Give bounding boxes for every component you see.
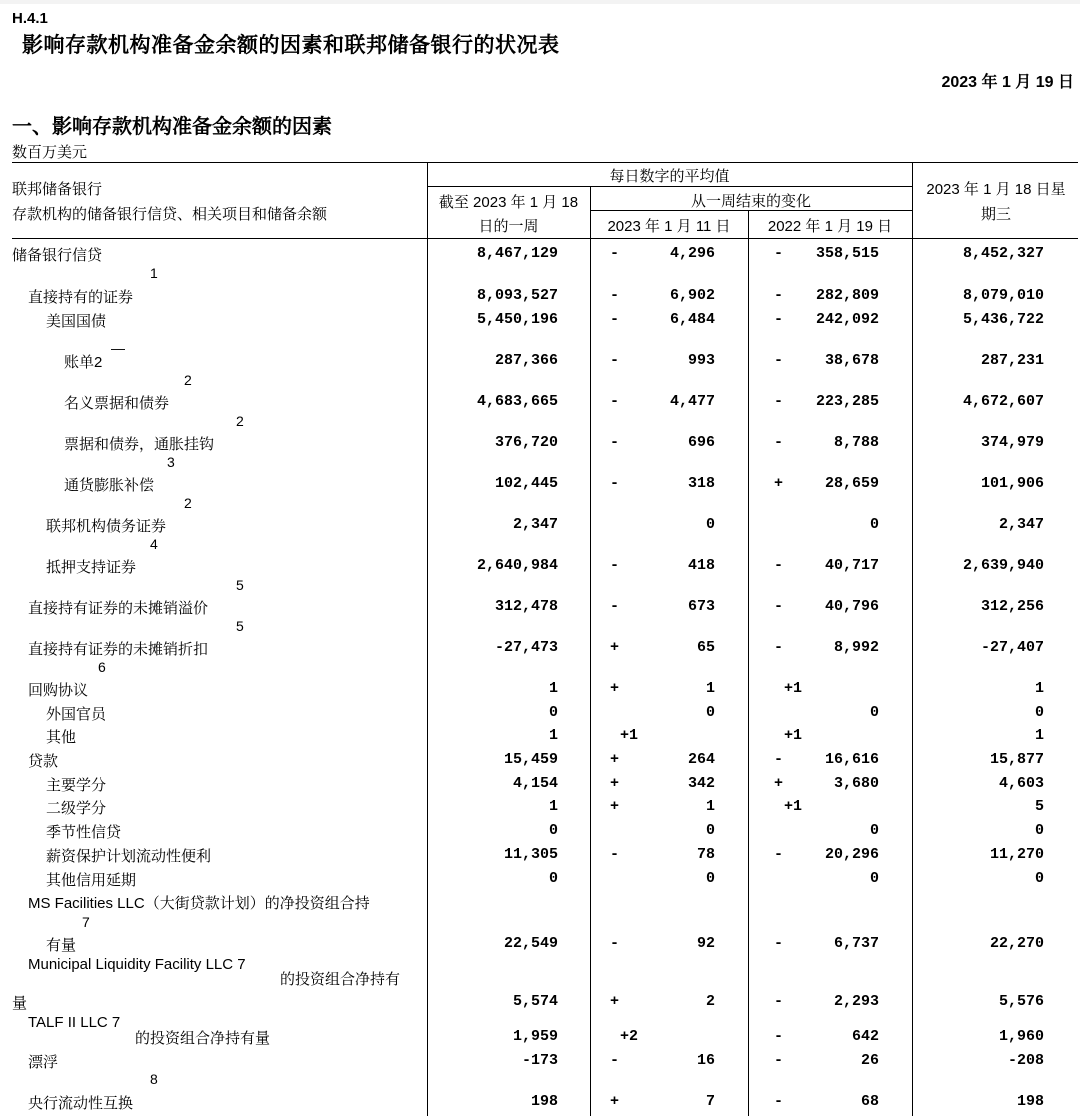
change-sign: - (610, 245, 620, 262)
avg-group-rule (427, 186, 912, 187)
week-average-value: 1 (548, 798, 558, 815)
row-label: 直接持有的证券 (28, 289, 134, 306)
change-year-value: 223,285 (815, 393, 879, 410)
change-sign: - (774, 846, 784, 863)
row-label: 名义票据和债券 (64, 395, 170, 412)
change-sign: - (610, 846, 620, 863)
row-label: 外国官员 (46, 706, 107, 723)
change-week-value: 993 (687, 352, 715, 369)
change-week-value: 1 (705, 680, 715, 697)
week-average-value: 4,683,665 (476, 393, 558, 410)
row-label: 其他信用延期 (46, 872, 137, 889)
change-sign: +1 (784, 727, 803, 744)
week-average-value: 1 (548, 727, 558, 744)
change-sign: +2 (620, 1028, 639, 1045)
row-label: 账单2 (64, 354, 103, 371)
row-label-continuation: 的投资组合净持有量 (135, 1030, 271, 1047)
change-year-value: 0 (869, 704, 879, 721)
column-divider (912, 162, 913, 1116)
column-divider (427, 162, 428, 1116)
change-year-value: 358,515 (815, 245, 879, 262)
change-year-value: 242,092 (815, 311, 879, 328)
change-sign: - (774, 557, 784, 574)
row-label: 其他 (46, 729, 77, 746)
row-label: 回购协议 (28, 682, 89, 699)
footnote-marker: — (111, 340, 125, 356)
row-label: 主要学分 (46, 777, 107, 794)
week-average-value: 102,445 (494, 475, 558, 492)
wednesday-value: 4,672,607 (962, 393, 1044, 410)
row-label: 通货膨胀补偿 (64, 477, 155, 494)
wednesday-value: 15,877 (989, 751, 1044, 768)
change-sign: - (774, 993, 784, 1010)
week-average-value: 22,549 (503, 935, 558, 952)
footnote-marker: 3 (167, 454, 175, 470)
week-average-value: -27,473 (494, 639, 558, 656)
wednesday-value: 5,576 (998, 993, 1044, 1010)
change-year-value: 0 (869, 516, 879, 533)
wednesday-value: 1,960 (998, 1028, 1044, 1045)
change-sign: - (774, 639, 784, 656)
row-label-header-line1: 联邦储备银行 (12, 181, 103, 198)
change-sign: - (610, 352, 620, 369)
wednesday-value: 22,270 (989, 935, 1044, 952)
row-label-continuation: 有量 (46, 937, 77, 954)
change-sign: - (774, 393, 784, 410)
footnote-marker: 8 (150, 1071, 158, 1087)
change-year-value: 20,296 (824, 846, 879, 863)
change-sign: + (610, 1093, 620, 1110)
table-top-rule (12, 162, 1078, 163)
week-average-value: 5,450,196 (476, 311, 558, 328)
footnote-marker: 2 (184, 372, 192, 388)
wednesday-value: 101,906 (980, 475, 1044, 492)
change-week-value: 4,296 (669, 245, 715, 262)
change-group-header: 从一周结束的变化 (690, 193, 811, 210)
row-label: MS Facilities LLC（大街贷款计划）的净投资组合持 (28, 895, 370, 912)
change-year-value: 0 (869, 870, 879, 887)
wednesday-value: -208 (1007, 1052, 1044, 1069)
change-sign: - (774, 1052, 784, 1069)
change-sign: + (610, 639, 620, 656)
footnote-marker: 7 (82, 914, 90, 930)
wednesday-value: 1 (1034, 680, 1044, 697)
change-week-value: 7 (705, 1093, 715, 1110)
row-label: 美国国债 (46, 313, 107, 330)
footnote-marker: 4 (150, 536, 158, 552)
change-week-value: 0 (705, 704, 715, 721)
change-sign: - (774, 245, 784, 262)
avg-group-header: 每日数字的平均值 (609, 168, 730, 185)
wednesday-header-line1: 2023 年 1 月 18 日星 (926, 181, 1066, 198)
wednesday-value: 8,452,327 (962, 245, 1044, 262)
wednesday-value: 287,231 (980, 352, 1044, 369)
wednesday-value: 312,256 (980, 598, 1044, 615)
week-average-value: 15,459 (503, 751, 558, 768)
footnote-marker: 2 (184, 495, 192, 511)
week-average-value: 1,959 (512, 1028, 558, 1045)
unit-label: 数百万美元 (12, 144, 88, 161)
change-sign: +1 (784, 680, 803, 697)
change-sign: - (774, 1028, 784, 1045)
change-week-value: 696 (687, 434, 715, 451)
change-year-value: 282,809 (815, 287, 879, 304)
change-sign: - (610, 393, 620, 410)
week-average-value: 198 (530, 1093, 558, 1110)
footnote-marker: 6 (98, 659, 106, 675)
change-year-value: 16,616 (824, 751, 879, 768)
change-sign: - (610, 311, 620, 328)
row-label: 漂浮 (28, 1054, 59, 1071)
row-label: 季节性信贷 (46, 824, 122, 841)
change-sign: + (610, 798, 620, 815)
change-week-value: 2 (705, 993, 715, 1010)
column-divider (748, 210, 749, 1116)
change-sign: + (774, 475, 784, 492)
row-label: 贷款 (28, 753, 59, 770)
change-year-value: 6,737 (833, 935, 879, 952)
change-sign: - (610, 475, 620, 492)
week-average-value: 2,640,984 (476, 557, 558, 574)
change-week-value: 4,477 (669, 393, 715, 410)
change-year-value: 3,680 (833, 775, 879, 792)
row-label: Municipal Liquidity Facility LLC 7 (28, 956, 246, 973)
change-year-value: 40,796 (824, 598, 879, 615)
change-col1-header: 2023 年 1 月 11 日 (607, 218, 731, 235)
change-sign: - (774, 598, 784, 615)
change-week-value: 1 (705, 798, 715, 815)
change-week-value: 16 (696, 1052, 715, 1069)
week-ended-header-line2: 日的一周 (478, 218, 539, 235)
change-col2-header: 2022 年 1 月 19 日 (767, 218, 893, 235)
change-year-value: 28,659 (824, 475, 879, 492)
change-week-value: 0 (705, 516, 715, 533)
change-week-value: 418 (687, 557, 715, 574)
row-label: 薪资保护计划流动性便利 (46, 848, 212, 865)
wednesday-value: 11,270 (989, 846, 1044, 863)
change-sign: +1 (620, 727, 639, 744)
change-sign: - (774, 751, 784, 768)
footnote-marker: 2 (236, 413, 244, 429)
document-code: H.4.1 (12, 10, 48, 27)
wednesday-value: -27,407 (980, 639, 1044, 656)
change-sign: + (610, 680, 620, 697)
row-label: TALF II LLC 7 (28, 1014, 121, 1031)
column-divider (590, 186, 591, 1116)
change-week-value: 78 (696, 846, 715, 863)
change-sign: +1 (784, 798, 803, 815)
release-date: 2023 年 1 月 19 日 (941, 74, 1074, 91)
wednesday-value: 8,079,010 (962, 287, 1044, 304)
week-average-value: 376,720 (494, 434, 558, 451)
wednesday-value: 5,436,722 (962, 311, 1044, 328)
change-week-value: 6,484 (669, 311, 715, 328)
change-sign: - (774, 935, 784, 952)
row-label: 票据和债券，通胀挂钩 (64, 436, 215, 453)
change-week-value: 264 (687, 751, 715, 768)
wednesday-value: 0 (1034, 870, 1044, 887)
wednesday-value: 0 (1034, 822, 1044, 839)
change-week-value: 92 (696, 935, 715, 952)
row-label: 二级学分 (46, 800, 107, 817)
week-average-value: -173 (521, 1052, 558, 1069)
change-year-value: 0 (869, 822, 879, 839)
week-average-value: 4,154 (512, 775, 558, 792)
change-sign: + (610, 775, 620, 792)
footnote-marker: 1 (150, 265, 158, 281)
wednesday-value: 4,603 (998, 775, 1044, 792)
row-label-header-line2: 存款机构的储备银行信贷、相关项目和储备余额 (12, 206, 328, 223)
change-year-value: 40,717 (824, 557, 879, 574)
change-week-value: 673 (687, 598, 715, 615)
row-label: 抵押支持证券 (46, 559, 137, 576)
wednesday-value: 374,979 (980, 434, 1044, 451)
change-year-value: 38,678 (824, 352, 879, 369)
week-average-value: 0 (548, 870, 558, 887)
change-sign: - (774, 434, 784, 451)
change-year-value: 2,293 (833, 993, 879, 1010)
row-label: 联邦机构债务证券 (46, 518, 167, 535)
footnote-marker: 5 (236, 618, 244, 634)
week-average-value: 312,478 (494, 598, 558, 615)
change-week-value: 0 (705, 822, 715, 839)
change-sign: - (774, 352, 784, 369)
change-sign: - (774, 311, 784, 328)
week-average-value: 8,467,129 (476, 245, 558, 262)
change-year-value: 68 (860, 1093, 879, 1110)
change-sign: - (610, 935, 620, 952)
change-sign: - (610, 287, 620, 304)
change-sign: + (610, 751, 620, 768)
change-week-value: 0 (705, 870, 715, 887)
week-average-value: 1 (548, 680, 558, 697)
change-sign: - (610, 557, 620, 574)
row-label: 直接持有证券的未摊销溢价 (28, 600, 209, 617)
row-label: 央行流动性互换 (28, 1095, 134, 1112)
wednesday-value: 0 (1034, 704, 1044, 721)
change-year-value: 642 (851, 1028, 879, 1045)
table-header-bottom-rule (12, 238, 1078, 239)
change-year-value: 8,992 (833, 639, 879, 656)
change-week-value: 65 (696, 639, 715, 656)
change-sign: + (610, 993, 620, 1010)
week-average-value: 0 (548, 822, 558, 839)
wednesday-value: 5 (1034, 798, 1044, 815)
week-average-value: 11,305 (503, 846, 558, 863)
document-title: 影响存款机构准备金余额的因素和联邦储备银行的状况表 (22, 34, 560, 57)
change-sign: - (610, 598, 620, 615)
change-week-value: 318 (687, 475, 715, 492)
wednesday-value: 1 (1034, 727, 1044, 744)
week-average-value: 0 (548, 704, 558, 721)
section-title: 一、影响存款机构准备金余额的因素 (12, 116, 332, 138)
change-year-value: 26 (860, 1052, 879, 1069)
week-average-value: 287,366 (494, 352, 558, 369)
change-year-value: 8,788 (833, 434, 879, 451)
row-label-continuation: 的投资组合净持有 (280, 971, 401, 988)
change-sign: - (610, 1052, 620, 1069)
wednesday-header-line2: 期三 (980, 206, 1011, 223)
wednesday-value: 2,639,940 (962, 557, 1044, 574)
week-average-value: 5,574 (512, 993, 558, 1010)
change-week-value: 342 (687, 775, 715, 792)
week-ended-header-line1: 截至 2023 年 1 月 18 (438, 194, 579, 211)
change-sign: - (774, 1093, 784, 1110)
change-sign: + (774, 775, 784, 792)
week-average-value: 2,347 (512, 516, 558, 533)
change-sign: - (610, 434, 620, 451)
change-sign: - (774, 287, 784, 304)
row-label: 储备银行信贷 (12, 247, 103, 264)
top-bar (0, 0, 1080, 4)
row-label-continuation: 量 (12, 995, 28, 1012)
wednesday-value: 2,347 (998, 516, 1044, 533)
row-label: 直接持有证券的未摊销折扣 (28, 641, 209, 658)
wednesday-value: 198 (1016, 1093, 1044, 1110)
footnote-marker: 5 (236, 577, 244, 593)
change-week-value: 6,902 (669, 287, 715, 304)
week-average-value: 8,093,527 (476, 287, 558, 304)
